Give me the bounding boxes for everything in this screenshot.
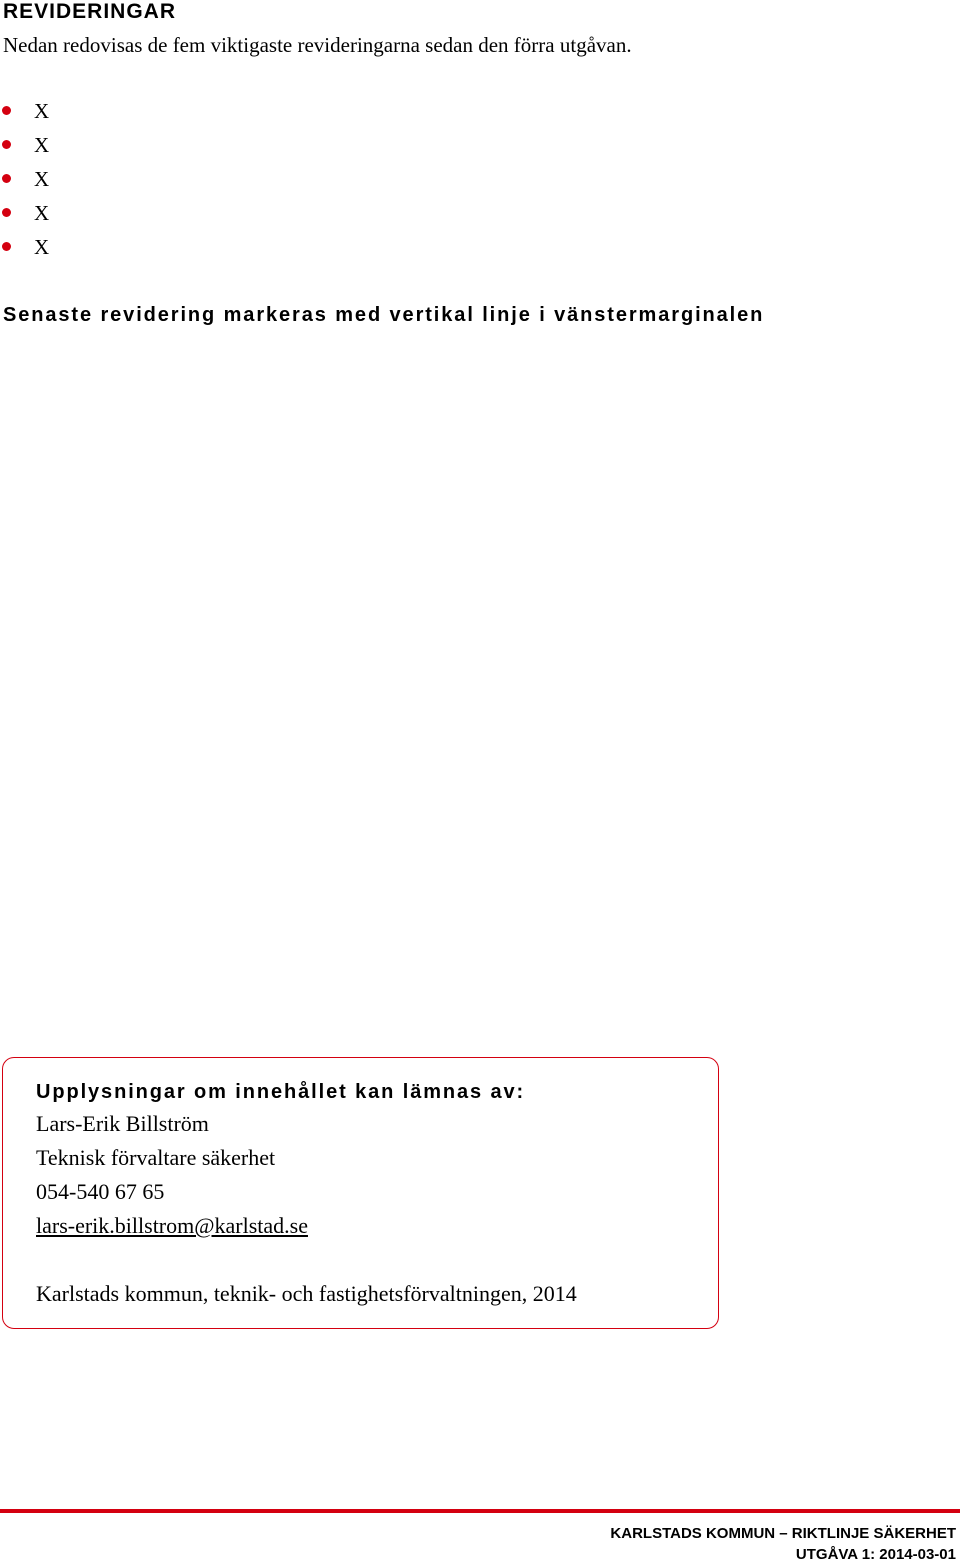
contact-phone: 054-540 67 65 — [36, 1179, 165, 1204]
list-item-text: X — [34, 133, 50, 157]
contact-organization: Karlstads kommun, teknik- och fastighetsförvaltningen, 2014 — [36, 1281, 577, 1306]
revision-note: Senaste revidering markeras med vertikal linje i vänstermarginalen — [3, 304, 765, 326]
footer-rule — [0, 1509, 960, 1513]
section-heading: REVIDERINGAR — [3, 0, 177, 23]
contact-email-line — [36, 1212, 308, 1240]
contact-heading: Upplysningar om innehållet kan lämnas av: — [36, 1081, 526, 1103]
bullet-dot-icon — [2, 174, 11, 183]
footer-edition: UTGÅVA 1: 2014-03-01 — [795, 1546, 956, 1563]
bullet-dot-icon — [2, 140, 11, 149]
list-item-text: X — [34, 167, 50, 191]
footer-document-title: KARLSTADS KOMMUN – RIKTLINJE SÄKERHET — [610, 1525, 956, 1542]
list-item-text: X — [34, 235, 50, 259]
section-intro: Nedan redovisas de fem viktigaste revideringarna sedan den förra utgåvan. — [3, 33, 632, 57]
bullet-dot-icon — [2, 242, 11, 251]
list-item-text: X — [34, 99, 50, 123]
list-item-text: X — [34, 201, 50, 225]
bullet-dot-icon — [2, 208, 11, 217]
contact-box — [2, 1057, 719, 1329]
contact-email-link[interactable]: lars-erik.billstrom@karlstad.se — [36, 1213, 308, 1238]
contact-name: Lars-Erik Billström — [36, 1111, 209, 1136]
contact-title: Teknisk förvaltare säkerhet — [36, 1145, 276, 1170]
bullet-dot-icon — [2, 106, 11, 115]
